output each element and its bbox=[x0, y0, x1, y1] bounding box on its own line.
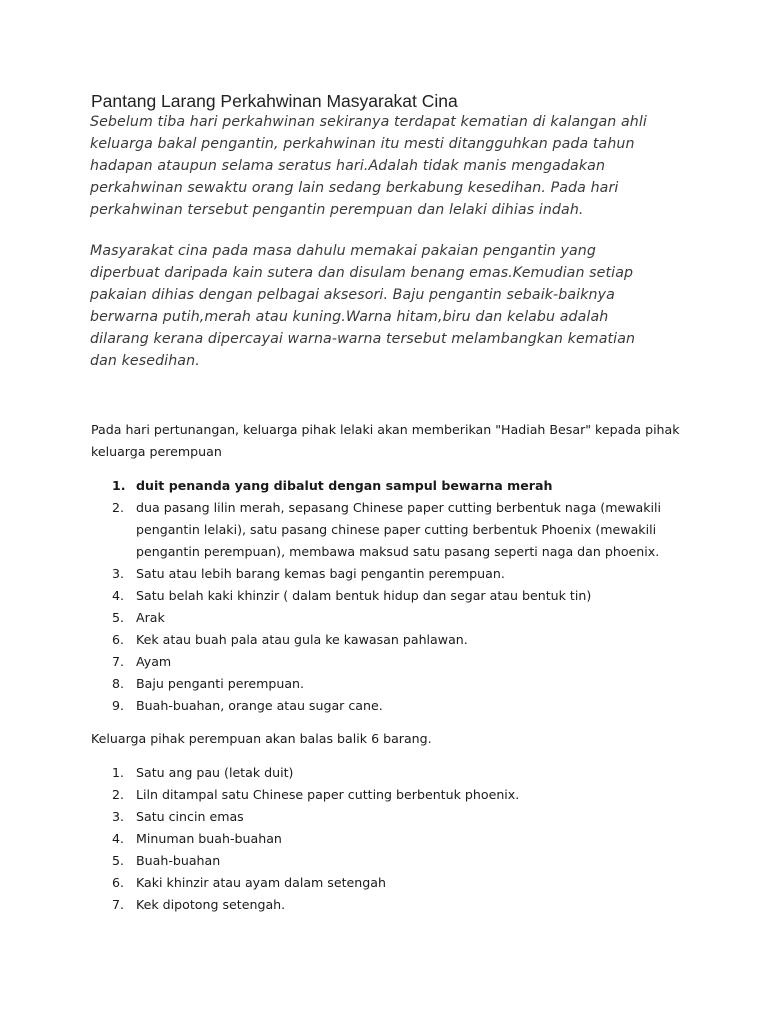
list-item-text: Buah-buahan, orange atau sugar cane. bbox=[136, 698, 383, 713]
list-item-text: Minuman buah-buahan bbox=[136, 831, 282, 846]
engagement-intro-line: Pada hari pertunangan, keluarga pihak lelaki akan memberikan "Hadiah Besar" kepada pihak bbox=[91, 422, 680, 437]
paragraph-2-line: berwarna putih,merah atau kuning.Warna hitam,biru dan kelabu adalah bbox=[90, 309, 609, 325]
list-item-text: Kek dipotong setengah. bbox=[136, 897, 286, 912]
paragraph-2-line: dilarang kerana dipercayai warna-warna tersebut melambangkan kematian bbox=[90, 331, 636, 347]
list-item-text: Satu belah kaki khinzir ( dalam bentuk hidup dan segar atau bentuk tin) bbox=[136, 588, 592, 603]
list-item-text: pengantin lelaki), satu pasang chinese paper cutting berbentuk Phoenix (mewakili bbox=[136, 522, 657, 537]
paragraph-1-line: hadapan ataupun selama seratus hari.Adalah tidak manis mengadakan bbox=[90, 158, 606, 174]
list-item bbox=[91, 784, 691, 806]
list-item-number: 2. bbox=[112, 787, 125, 802]
paragraph-1-line: perkahwinan tersebut pengantin perempuan dan lelaki dihias indah. bbox=[90, 202, 584, 218]
list-item-number: 3. bbox=[112, 566, 125, 581]
paragraph-2-line: diperbuat daripada kain sutera dan disulam benang emas.Kemudian setiap bbox=[90, 265, 634, 281]
list-item-text: Kek atau buah pala atau gula ke kawasan pahlawan. bbox=[136, 632, 468, 647]
list-item bbox=[91, 563, 691, 585]
paragraph-1 bbox=[90, 111, 690, 221]
bride-return-gifts-list bbox=[91, 762, 691, 916]
list-item bbox=[91, 475, 691, 497]
list-item-text: Buah-buahan bbox=[136, 853, 221, 868]
list-item bbox=[91, 828, 691, 850]
list-item-number: 9. bbox=[112, 698, 125, 713]
list-item-text: duit penanda yang dibalut dengan sampul bewarna merah bbox=[136, 478, 553, 493]
groom-gifts-list bbox=[91, 475, 691, 717]
list-item-text: Satu ang pau (letak duit) bbox=[136, 765, 294, 780]
bride-return-intro bbox=[91, 728, 691, 750]
list-item bbox=[91, 695, 691, 717]
list-item bbox=[91, 850, 691, 872]
page-title: Pantang Larang Perkahwinan Masyarakat Cina bbox=[91, 91, 458, 111]
list-item-number: 3. bbox=[112, 809, 125, 824]
list-item-number: 5. bbox=[112, 610, 125, 625]
list-item-text: pengantin perempuan), membawa maksud satu pasang seperti naga dan phoenix. bbox=[136, 544, 660, 559]
list-item-text: Satu cincin emas bbox=[136, 809, 244, 824]
list-item bbox=[91, 607, 691, 629]
paragraph-1-line: Sebelum tiba hari perkahwinan sekiranya terdapat kematian di kalangan ahli bbox=[90, 114, 647, 130]
list-item-text: Satu atau lebih barang kemas bagi pengantin perempuan. bbox=[136, 566, 505, 581]
list-item bbox=[91, 872, 691, 894]
list-item-number: 6. bbox=[112, 632, 125, 647]
list-item-text: Ayam bbox=[136, 654, 172, 669]
paragraph-2-line: dan kesedihan. bbox=[90, 353, 200, 369]
list-item bbox=[91, 629, 691, 651]
list-item-number: 6. bbox=[112, 875, 125, 890]
list-item bbox=[91, 497, 691, 563]
list-item-number: 2. bbox=[112, 500, 125, 515]
paragraph-2-line: pakaian dihias dengan pelbagai aksesori. Baju pengantin sebaik-baiknya bbox=[90, 287, 615, 303]
paragraph-2-line: Masyarakat cina pada masa dahulu memakai pakaian pengantin yang bbox=[90, 243, 596, 259]
list-item bbox=[91, 806, 691, 828]
list-item-text: Kaki khinzir atau ayam dalam setengah bbox=[136, 875, 386, 890]
bride-return-intro-line: Keluarga pihak perempuan akan balas balik 6 barang. bbox=[91, 731, 432, 746]
list-item-text: dua pasang lilin merah, sepasang Chinese paper cutting berbentuk naga (mewakili bbox=[136, 500, 662, 515]
list-item bbox=[91, 585, 691, 607]
list-item bbox=[91, 651, 691, 673]
list-item-number: 5. bbox=[112, 853, 125, 868]
paragraph-2 bbox=[90, 240, 690, 372]
list-item-text: Arak bbox=[136, 610, 165, 625]
list-item bbox=[91, 894, 691, 916]
list-item-number: 1. bbox=[112, 478, 126, 493]
list-item-number: 8. bbox=[112, 676, 125, 691]
list-item-text: Liln ditampal satu Chinese paper cutting berbentuk phoenix. bbox=[136, 787, 520, 802]
engagement-intro bbox=[91, 419, 691, 463]
list-item-text: Baju penganti perempuan. bbox=[136, 676, 305, 691]
list-item bbox=[91, 673, 691, 695]
paragraph-1-line: perkahwinan sewaktu orang lain sedang berkabung kesedihan. Pada hari bbox=[90, 180, 619, 196]
list-item-number: 7. bbox=[112, 654, 125, 669]
paragraph-1-line: keluarga bakal pengantin, perkahwinan itu mesti ditangguhkan pada tahun bbox=[90, 136, 635, 152]
list-item-number: 4. bbox=[112, 831, 125, 846]
list-item-number: 7. bbox=[112, 897, 125, 912]
engagement-intro-line: keluarga perempuan bbox=[91, 444, 222, 459]
list-item-number: 4. bbox=[112, 588, 125, 603]
list-item-number: 1. bbox=[112, 765, 125, 780]
list-item bbox=[91, 762, 691, 784]
